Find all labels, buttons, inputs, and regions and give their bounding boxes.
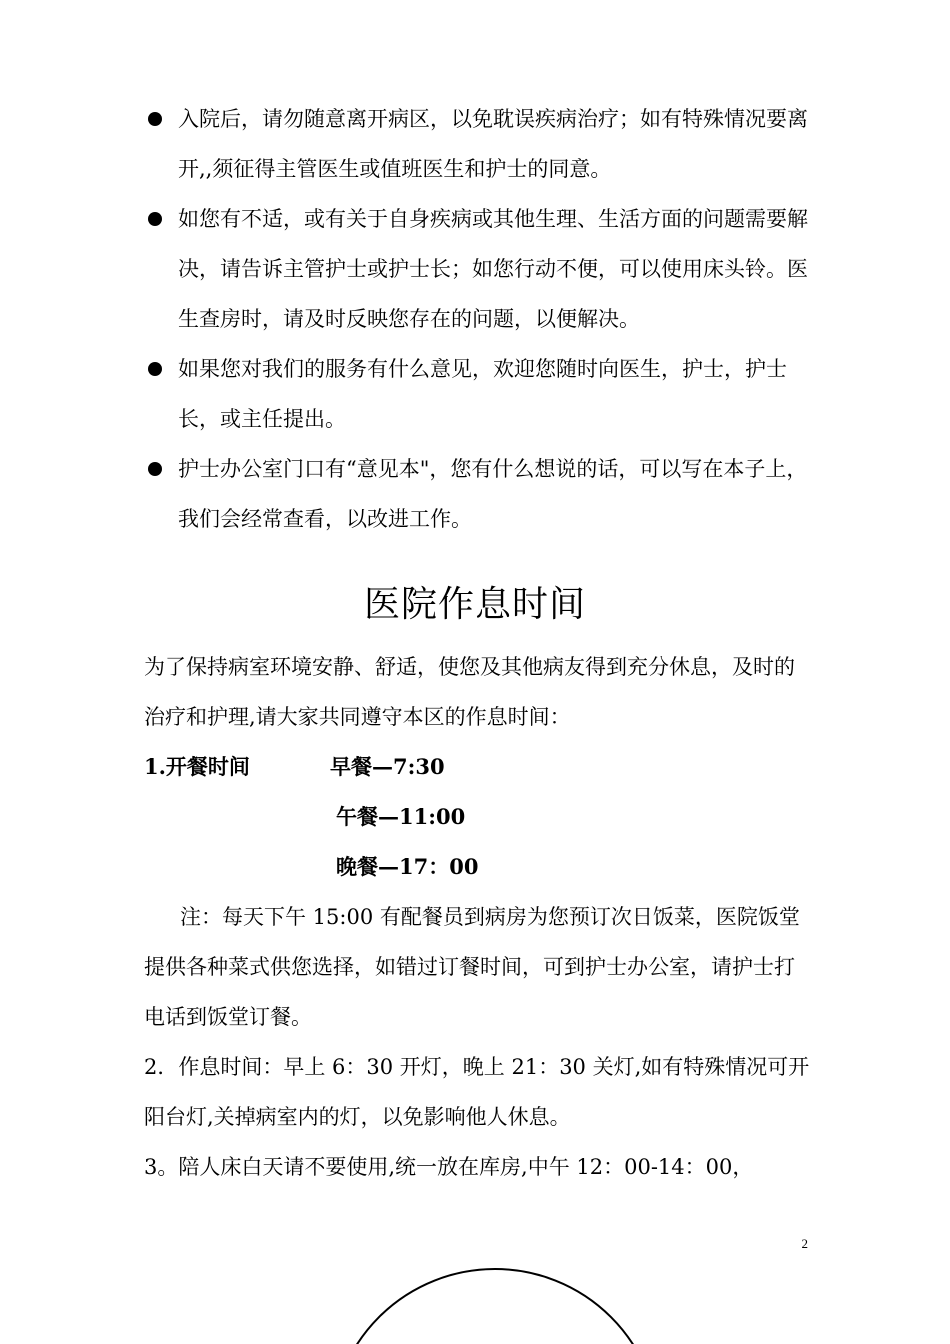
bullet-item [140,444,820,544]
companion-bed-paragraph: 3。陪人床白天请不要使用,统一放在库房,中午 12：00-14：00， [144,1155,754,1179]
bullet-dot-icon [148,112,162,126]
circle-shape [330,1268,660,1344]
lunch-time: 午餐—11:00 [336,804,466,829]
bullet-text: 护士办公室门口有“意见本"，您有什么想说的话，可以写在本子上，我们会经常查看，以改进工作。 [178,457,808,531]
bullet-text: 入院后，请勿随意离开病区，以免耽误疾病治疗；如有特殊情况要离开,,须征得主管医生或值班医生和护士的同意。 [178,107,808,181]
breakfast-time: 早餐—7:30 [330,754,445,779]
bullet-item [140,344,820,444]
notice-bullet-list [140,94,820,544]
rest-time-paragraph: 2．作息时间：早上 6：30 开灯，晚上 21：30 关灯,如有特殊情况可开阳台灯,关掉病室内的灯，以免影响他人休息。 [144,1055,810,1129]
meal-time-label: 1.开餐时间 [144,754,250,779]
section-title: 医院作息时间 [363,584,586,625]
dinner-time: 晚餐—17：00 [336,854,479,879]
bullet-text: 如果您对我们的服务有什么意见，欢迎您随时向医生，护士，护士长，或主任提出。 [178,357,787,431]
bullet-dot-icon [148,212,162,226]
bullet-dot-icon [148,362,162,376]
bullet-text: 如您有不适，或有关于自身疾病或其他生理、生活方面的问题需要解决，请告诉主管护士或护士长；如您行动不便，可以使用床头铃。医生查房时，请及时反映您存在的问题，以便解决。 [178,207,808,331]
intro-paragraph: 为了保持病室环境安静、舒适，使您及其他病友得到充分休息，及时的治疗和护理,请大家共同遵守本区的作息时间： [144,655,795,729]
page-number: 2 [801,1236,808,1251]
bullet-item [140,194,820,344]
bullet-dot-icon [148,462,162,476]
circle-outline [330,1268,660,1344]
bullet-item [140,94,820,194]
meal-note-paragraph: 注：每天下午 15:00 有配餐员到病房为您预订次日饭菜，医院饭堂提供各种菜式供您选择，如错过订餐时间，可到护士办公室，请护士打电话到饭堂订餐。 [144,905,800,1029]
